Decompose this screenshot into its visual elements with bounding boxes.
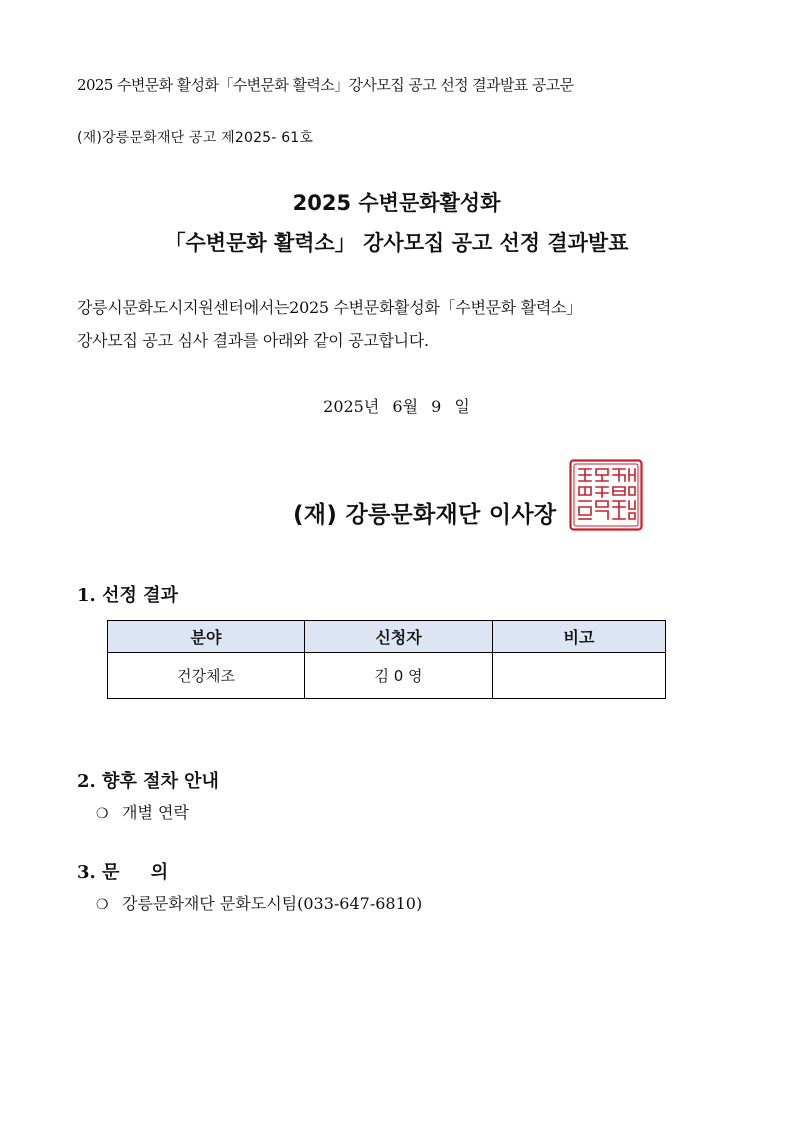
announcement-body-line-1: 강릉시문화도시지원센터에서는2025 수변문화활성화「수변문화 활력소」 [77, 298, 582, 317]
announcement-body-line-2: 강사모집 공고 심사 결과를 아래와 같이 공고합니다. [77, 331, 429, 350]
cell-applicant: 김 0 영 [305, 653, 493, 699]
cell-remarks [493, 653, 666, 699]
list-item-text: 강릉문화재단 문화도시팀(033-647-6810) [122, 894, 423, 913]
column-header-field: 분야 [108, 621, 305, 653]
table-header-row [108, 621, 666, 653]
column-header-applicant: 신청자 [305, 621, 493, 653]
section-heading-inquiry: 3. 문 의 [77, 862, 169, 883]
circle-bullet-icon: ❍ [96, 806, 109, 822]
results-table [107, 620, 666, 699]
announcement-date: 2025년 6월 9 일 [323, 397, 470, 416]
document-header-title: 2025 수변문화 활성화「수변문화 활력소」강사모집 공고 선정 결과발표 공고문 [77, 76, 574, 94]
notice-number: (재)강릉문화재단 공고 제2025- 61호 [77, 130, 314, 146]
list-item [96, 891, 422, 914]
column-header-remarks: 비고 [493, 621, 666, 653]
signature-issuer: (재) 강릉문화재단 이사장 [293, 502, 557, 528]
list-item-text: 개별 연락 [122, 803, 189, 822]
table-row [108, 653, 666, 699]
official-seal-icon [569, 459, 643, 531]
page-title-line-1: 2025 수변문화활성화 [292, 191, 501, 215]
cell-field: 건강체조 [108, 653, 305, 699]
list-item [96, 800, 189, 823]
page-title-line-2: 「수변문화 활력소」 강사모집 공고 선정 결과발표 [164, 231, 629, 255]
section-heading-results: 1. 선정 결과 [77, 585, 178, 606]
section-heading-next-steps: 2. 향후 절차 안내 [77, 771, 219, 792]
circle-bullet-icon: ❍ [96, 897, 109, 913]
